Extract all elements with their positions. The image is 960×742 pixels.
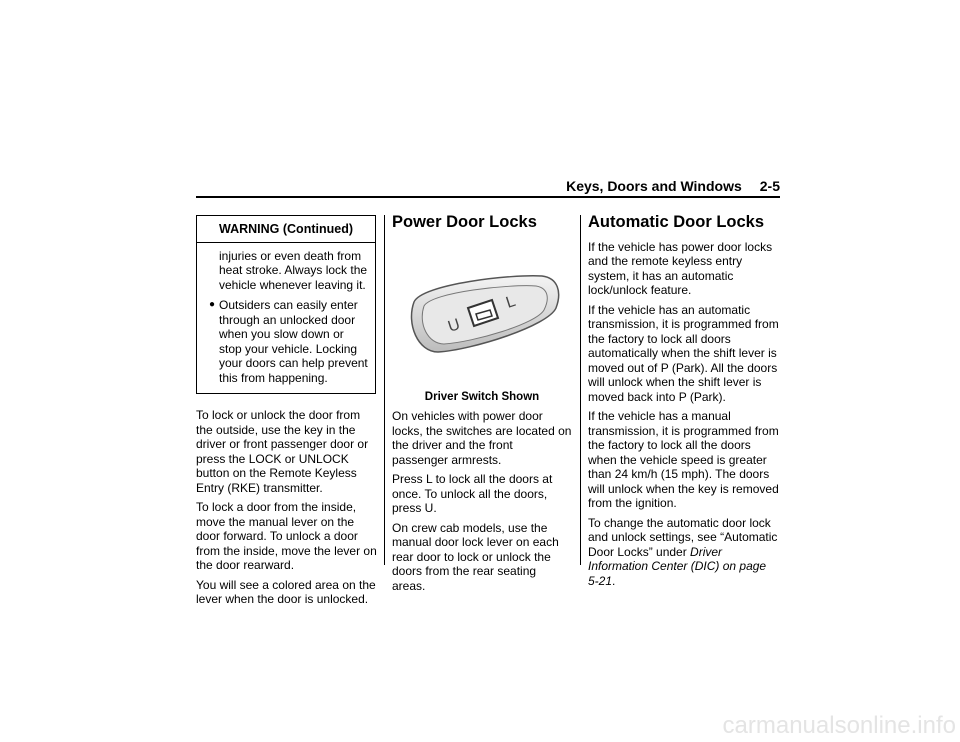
lock-letter: L: [503, 292, 518, 312]
paragraph: If the vehicle has a manual transmission, it is programmed from the factory to lock all the doors when the vehicle speed is greater than 24 km/h (15 mph). The doors will unlock when the key is removed from the ignition.: [588, 409, 779, 510]
paragraph: Press L to lock all the doors at once. To unlock all the doors, press U.: [392, 472, 553, 515]
paragraph: If the vehicle has an automatic transmission, it is programmed from the factory to lock all doors automatically when the shift lever is moved out of P (Park). All the doors will unlock when the shift lever is moved back into P (Park).: [588, 302, 779, 404]
column-1: [196, 215, 378, 612]
section-heading: Power Door Locks: [392, 213, 537, 231]
warning-continued-text: injuries or even death from heat stroke. Always lock the vehicle whenever leaving it.: [219, 248, 368, 292]
driver-switch-figure: [392, 240, 572, 390]
column-3: [588, 215, 780, 593]
figure-caption: Driver Switch Shown: [424, 390, 540, 403]
unlock-letter: U: [445, 315, 463, 336]
watermark: carmanualsonline.info: [722, 712, 956, 739]
paragraph: [588, 516, 780, 589]
page-header: [560, 178, 780, 194]
paragraph: If the vehicle has power door locks and the remote keyless entry system, it has an automatic lock/unlock feature.: [588, 239, 773, 297]
warning-bullet-text: Outsiders can easily enter through an unlocked door when you slow down or stop your vehicle. Locking your doors can help prevent this from happening.: [219, 298, 368, 385]
paragraph: On vehicles with power door locks, the switches are located on the driver and the front passenger armrests.: [392, 409, 572, 467]
cross-reference-link[interactable]: Driver Information Center (DIC) on page 5-21: [588, 544, 767, 588]
door-lock-switch-illustration: [392, 240, 572, 390]
warning-body: [197, 243, 375, 394]
warning-title: WARNING (Continued): [197, 216, 375, 243]
column-divider-1: [384, 215, 385, 565]
bullet-icon: ●: [209, 299, 216, 310]
header-rule: [196, 196, 780, 198]
warning-box: [196, 215, 376, 394]
column-2: [392, 215, 572, 598]
page-number: 2-5: [759, 178, 780, 194]
section-title: Keys, Doors and Windows: [566, 178, 742, 194]
paragraph: To lock or unlock the door from the outside, use the key in the driver or front passenger door or press the LOCK or UNLOCK button on the Remote Keyless Entry (RKE) transmitter.: [196, 408, 369, 495]
text-span: To change the automatic door lock and unlock settings, see “Automatic Door Locks” under: [588, 515, 778, 559]
column-divider-2: [580, 215, 581, 565]
paragraph: You will see a colored area on the lever when the door is unlocked.: [196, 577, 376, 606]
paragraph: To lock a door from the inside, move the manual lever on the door forward. To unlock a door from the inside, move the lever on the door rearward.: [196, 500, 377, 572]
section-heading: Automatic Door Locks: [588, 213, 765, 231]
text-span: .: [612, 573, 616, 588]
paragraph: On crew cab models, use the manual door lock lever on each rear door to lock or unlock the doors from the rear seating areas.: [392, 520, 559, 593]
warning-bullet: [209, 298, 369, 385]
